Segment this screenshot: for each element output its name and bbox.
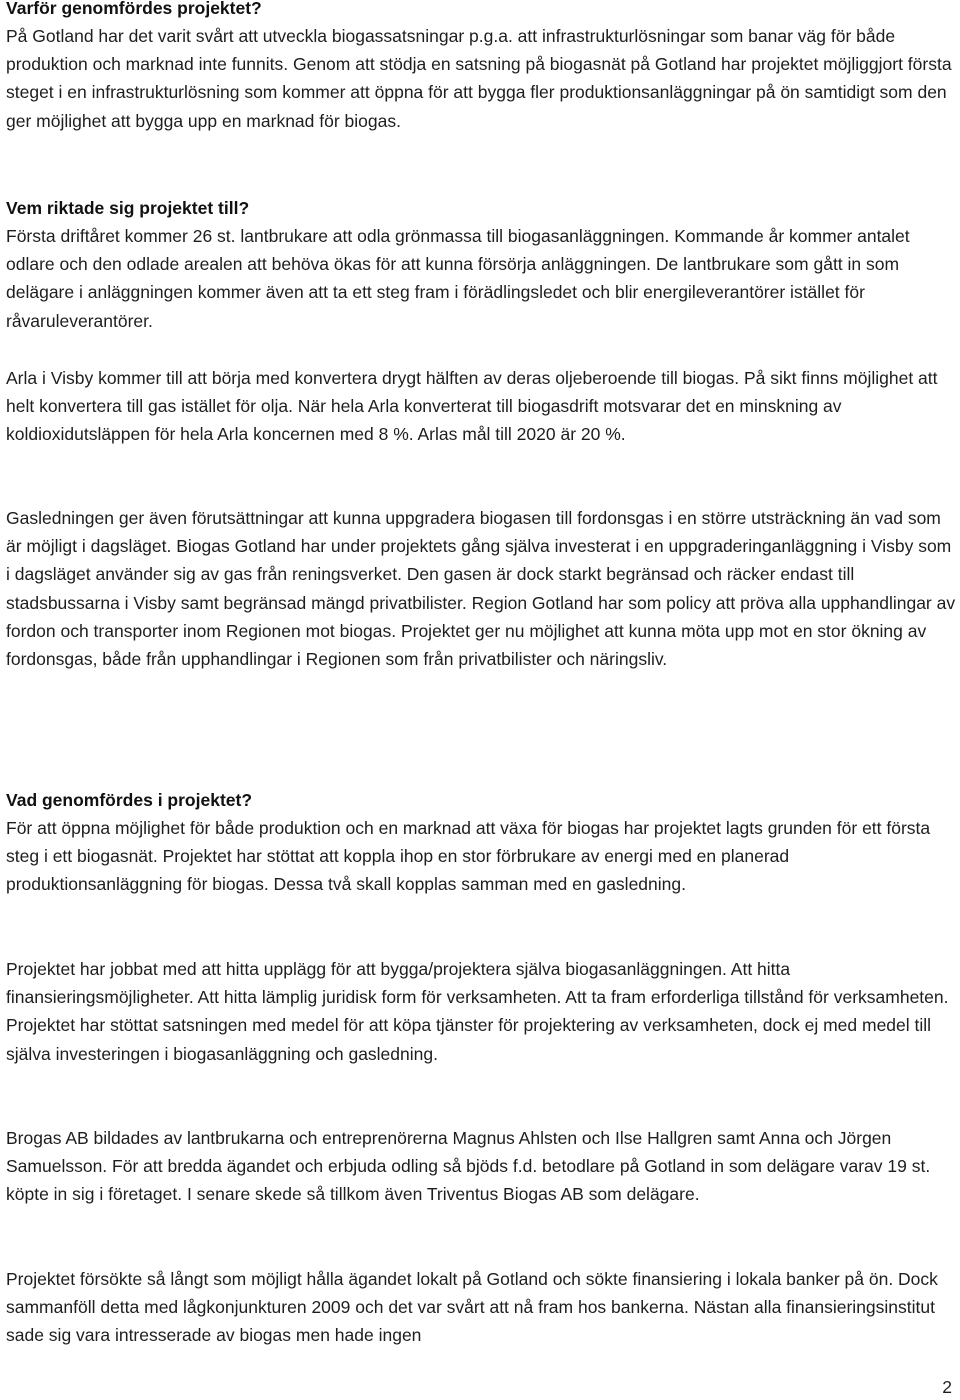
section-what-2 xyxy=(6,955,956,1068)
paragraph-what-4: Projektet försökte så långt som möjligt hålla ägandet lokalt på Gotland och sökte finansiering i lokala banker på ön. Dock sammanföll detta med lågkonjunkturen 2009 och det var svårt att nå fram hos bankerna. Nästan alla finansieringsinstitut sade sig vara intresserade av biogas men hade ingen xyxy=(6,1269,938,1346)
paragraph-what-2: Projektet har jobbat med att hitta upplägg för att bygga/projektera själva biogasanläggningen. Att hitta finansieringsmöjligheter. Att hitta lämplig juridisk form för verksamheten. Att ta fram erforderliga tillstånd för verksamheten. Projektet har stöttat satsningen med medel för att köpa tjänster för projektering av verksamheten, dock ej med medel till själva investeringen i biogasanläggning och gasledning. xyxy=(6,959,949,1064)
section-target xyxy=(6,194,956,335)
paragraph-what-3: Brogas AB bildades av lantbrukarna och entreprenörerna Magnus Ahlsten och Ilse Hallgren samt Anna och Jörgen Samuelsson. För att bredda ägandet och erbjuda odling så bjöds f.d. betodlare på Gotland in som delägare varav 19 st. köpte in sig i företaget. I senare skede så tillkom även Triventus Biogas AB som delägare. xyxy=(6,1128,931,1205)
paragraph-why: På Gotland har det varit svårt att utveckla biogassatsningar p.g.a. att infrastrukturlösningar som banar väg för både produktion och marknad inte funnits. Genom att stödja en satsning på biogasnät på Gotland har projektet möjliggjort första steget i en infrastrukturlösning som kommer att öppna för att bygga fler produktionsanläggningar på ön samtidigt som den ger möjlighet att bygga upp en marknad för biogas. xyxy=(6,26,952,131)
paragraph-target-3: Gasledningen ger även förutsättningar att kunna uppgradera biogasen till fordonsgas i en större utsträckning än vad som är möjligt i dagsläget. Biogas Gotland har under projektets gång själva investerat i en uppgraderinganläggning i Visby som i dagsläget använder sig av gas från reningsverket. Den gasen är dock starkt begränsad och räcker endast till stadsbussarna i Visby samt begränsad mängd privatbilister. Region Gotland har som policy att pröva alla upphandlingar av fordon och transporter inom Regionen mot biogas. Projektet ger nu möjlighet att kunna möta upp mot en stor ökning av fordonsgas, både från upphandlingar i Regionen som från privatbilister och näringsliv. xyxy=(6,508,956,670)
section-why xyxy=(6,0,956,135)
section-what xyxy=(6,786,956,899)
heading-why: Varför genomfördes projektet? xyxy=(6,0,262,18)
heading-what: Vad genomfördes i projektet? xyxy=(6,790,253,810)
heading-target: Vem riktade sig projektet till? xyxy=(6,198,250,218)
paragraph-target-2: Arla i Visby kommer till att börja med konvertera drygt hälften av deras oljeberoende till biogas. På sikt finns möjlighet att helt konvertera till gas istället för olja. När hela Arla konverterat till biogasdrift motsvarar det en minskning av koldioxidutsläppen för hela Arla koncernen med 8 %. Arlas mål till 2020 är 20 %. xyxy=(6,368,938,445)
paragraph-target-1: Första driftåret kommer 26 st. lantbrukare att odla grönmassa till biogasanläggningen. Kommande år kommer antalet odlare och den odlade arealen att behöva ökas för att kunna försörja anläggningen. De lantbrukare som gått in som delägare i anläggningen kommer även att ta ett steg fram i förädlingsledet och blir energileverantörer istället för råvaruleverantörer. xyxy=(6,226,910,331)
page-number: 2 xyxy=(942,1377,952,1397)
section-target-arla xyxy=(6,364,956,449)
section-target-gas xyxy=(6,504,956,673)
section-what-3 xyxy=(6,1124,956,1209)
paragraph-what-1: För att öppna möjlighet för både produktion och en marknad att växa för biogas har projektet lagts grunden för ett första steg i ett biogasnät. Projektet har stöttat att koppla ihop en stor förbrukare av energi med en planerad produktionsanläggning för biogas. Dessa två skall kopplas samman med en gasledning. xyxy=(6,818,931,895)
section-what-4 xyxy=(6,1265,956,1350)
